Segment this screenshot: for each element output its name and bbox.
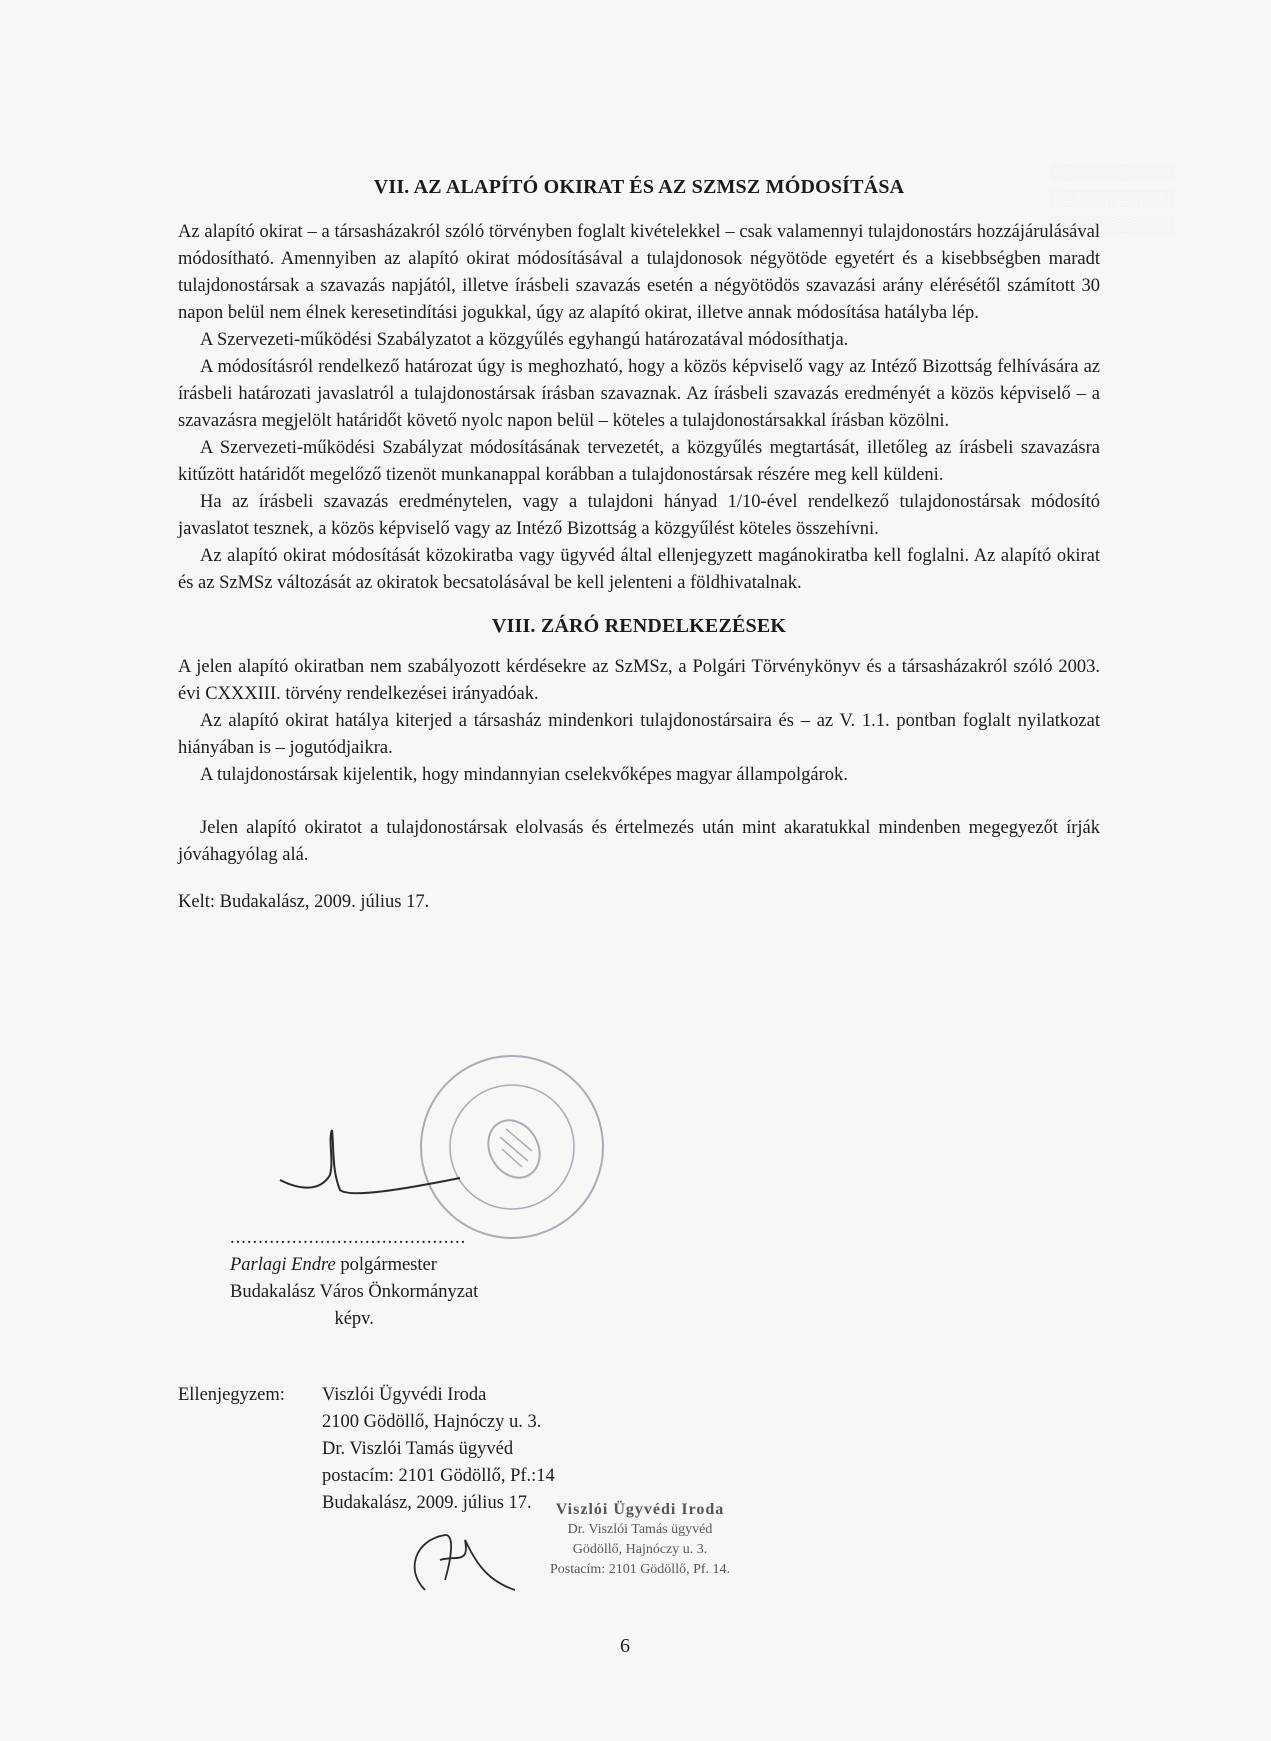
signatory-name: Parlagi Endre <box>230 1255 336 1275</box>
signatory-role: polgármester <box>340 1255 437 1275</box>
section-7-paragraph: Az alapító okirat módosítását közokiratba vagy ügyvéd által ellenjegyzett magánokiratba kell foglalni. Az alapító okirat és az SzMSz változását az okiratok becsatolásával be kell jelenteni a földhivatalnak. <box>178 546 1100 593</box>
show-through-text: ░░░░░░░░░░░ ░░░░░░░░░░░ ░░░░░░░░░░░ <box>1050 164 1175 233</box>
section-7-paragraph: A módosításról rendelkező határozat úgy is meghozható, hogy a közös képviselő vagy az Intéző Bizottság felhívására az írásbeli határozati javaslatról a tulajdonostársak írásban szavaznak. Az írásbeli szavazás eredményét a közös képviselő – a szavazásra megjelölt határidőt követő nyolc napon belül – köteles a tulajdonostársakkal írásban közölni. <box>178 357 1100 431</box>
main-content <box>178 174 1100 916</box>
signature-line: .......................................... <box>230 1228 467 1248</box>
countersign-block <box>178 1382 555 1517</box>
countersign-line: postacím: 2101 Gödöllő, Pf.:14 <box>322 1466 555 1486</box>
signatory-name-line <box>230 1252 478 1279</box>
closing-statement: Jelen alapító okiratot a tulajdonostársak elolvasás és értelmezés után mint akaratukkal mindenben megegyezőt írják jóváhagyólag alá. <box>178 818 1100 865</box>
stamp-line: Postacím: 2101 Gödöllő, Pf. 14. <box>549 1562 731 1577</box>
stamp-line: Gödöllő, Hajnóczy u. 3. <box>572 1542 708 1557</box>
signatory-block <box>230 1225 478 1333</box>
signatory-repr: képv. <box>334 1309 374 1329</box>
countersign-line: Viszlói Ügyvédi Iroda <box>322 1385 487 1405</box>
signatory-org: Budakalász Város Önkormányzat <box>230 1282 479 1302</box>
countersign-line: Budakalász, 2009. július 17. <box>322 1493 532 1513</box>
countersign-line: Dr. Viszlói Tamás ügyvéd <box>322 1439 514 1459</box>
section-8-title: VIII. ZÁRÓ RENDELKEZÉSEK <box>491 615 787 637</box>
section-7-paragraph: Ha az írásbeli szavazás eredménytelen, vagy a tulajdoni hányad 1/10-ével rendelkező tulajdonostársak módosító javaslatot tesznek, a közös képviselő vagy az Intéző Bizottság a közgyűlést köteles összehívni. <box>178 492 1100 539</box>
section-8-paragraph: A jelen alapító okiratban nem szabályozott kérdésekre az SzMSz, a Polgári Törvénykönyv és a társasházakról szóló 2003. évi CXXXIII. törvény rendelkezései irányadóak. <box>178 657 1100 704</box>
section-8-paragraph: Az alapító okirat hatálya kiterjed a társasház mindenkori tulajdonostársaira és – az V. 1.1. pontban foglalt nyilatkozat hiányában is – jogutódjaikra. <box>178 711 1100 758</box>
mayor-signature-icon <box>260 1120 540 1210</box>
date-place: Kelt: Budakalász, 2009. július 17. <box>178 892 430 912</box>
stamp-line: Viszlói Ügyvédi Iroda <box>555 1501 725 1518</box>
stamp-line: Dr. Viszlói Tamás ügyvéd <box>567 1522 713 1537</box>
countersign-label: Ellenjegyzem: <box>178 1385 285 1405</box>
page-number: 6 <box>620 1635 630 1657</box>
section-7-paragraph: Az alapító okirat – a társasházakról szóló törvényben foglalt kivételekkel – csak valamennyi tulajdonostárs hozzájárulásával módosítható. Amennyiben az alapító okirat módosításával a tulajdonosok négyötöde egyetért és a kisebbségben maradt tulajdonostársak a szavazás napjától, illetve írásbeli szavazás esetén a négyötödös szavazási arány elérésétől számított 30 napon belül nem élnek keresetindítási jogukkal, úgy az alapító okirat, illetve annak módosítása hatályba lép. <box>178 222 1100 323</box>
law-office-stamp <box>505 1500 775 1580</box>
countersign-line: 2100 Gödöllő, Hajnóczy u. 3. <box>322 1412 542 1432</box>
section-7-paragraph: A Szervezeti-működési Szabályzatot a közgyűlés egyhangú határozatával módosíthatja. <box>200 330 849 350</box>
section-8-paragraph: A tulajdonostársak kijelentik, hogy mindannyian cselekvőképes magyar állampolgárok. <box>200 765 848 785</box>
section-7-paragraph: A Szervezeti-működési Szabályzat módosításának tervezetét, a közgyűlés megtartását, illetőleg az írásbeli szavazásra kitűzött határidőt megelőző tizenöt munkanappal korábban a tulajdonostársak részére meg kell küldeni. <box>178 438 1100 485</box>
section-7-title: VII. AZ ALAPÍTÓ OKIRAT ÉS AZ SZMSZ MÓDOSÍTÁSA <box>373 176 905 198</box>
